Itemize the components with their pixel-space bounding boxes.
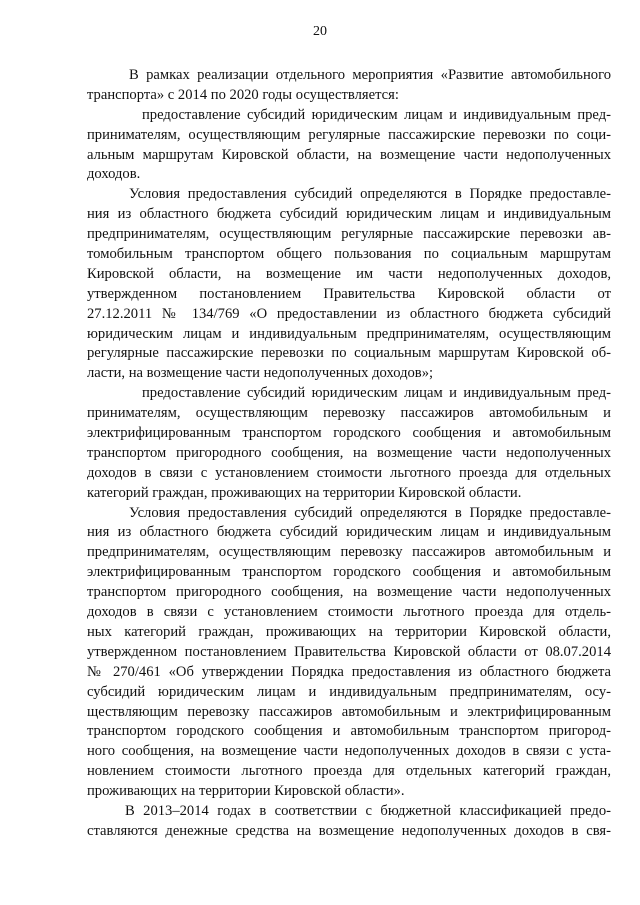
text-line: доходов. <box>87 166 141 183</box>
text-line: № 270/461 «Об утверждении Порядка предоставления из областного бюджета <box>87 663 611 680</box>
text-line: юридическим лицам и индивидуальным предпринимателям, осуществляющим <box>87 325 611 342</box>
text-line: альным маршрутам Кировской области, на возмещение части недополученных <box>87 146 611 163</box>
text-line: принимателям, осуществляющим перевозку пассажиров автомобильным и <box>87 405 611 422</box>
text-line: предпринимателям, осуществляющим регулярные пассажирские перевозки ав- <box>87 226 611 243</box>
text-line: ния из областного бюджета субсидий юридическим лицам и индивидуальным <box>87 524 611 541</box>
text-line: ных категорий граждан, проживающих на территории Кировской области, <box>87 623 611 640</box>
text-line: категорий граждан, проживающих на территории Кировской области. <box>87 484 522 501</box>
text-line: транспорта» с 2014 по 2020 годы осуществляется: <box>87 86 399 103</box>
text-line: Условия предоставления субсидий определяются в Порядке предоставле- <box>129 186 611 203</box>
paragraph-budget-classification <box>87 802 611 842</box>
text-line: 27.12.2011 № 134/769 «О предоставлении из областного бюджета субсидий <box>87 305 611 322</box>
text-line: утвержденном постановлением Правительства Кировской области от <box>87 285 611 302</box>
text-line: транспортом пригородного сообщения, на возмещение части недополученных <box>87 584 611 601</box>
text-line: электрифицированным транспортом городского сообщения и автомобильным <box>87 425 611 442</box>
text-line: утвержденном постановлением Правительства Кировской области от 08.07.2014 <box>87 643 611 660</box>
paragraph-intro <box>87 66 611 106</box>
text-line: ществляющим перевозку пассажиров автомобильным и электрифицированным <box>87 703 611 720</box>
text-line: субсидий юридическим лицам и индивидуальным предпринимателям, осу- <box>87 683 611 700</box>
document-body <box>87 66 611 842</box>
text-line: доходов в связи с установлением стоимости льготного проезда для отдель- <box>87 604 611 621</box>
text-line: транспортом городского сообщения и автомобильным транспортом пригород- <box>87 723 611 740</box>
text-line: В 2013–2014 годах в соответствии с бюджетной классификацией предо- <box>125 802 611 819</box>
text-line: Условия предоставления субсидий определяются в Порядке предоставле- <box>129 504 611 521</box>
text-line: ния из областного бюджета субсидий юридическим лицам и индивидуальным <box>87 206 611 223</box>
text-line: регулярные пассажирские перевозки по социальным маршрутам Кировской об- <box>87 345 611 362</box>
paragraph-conditions-social-routes <box>87 185 611 384</box>
text-line: предпринимателям, осуществляющим перевозку пассажиров автомобильным и <box>87 544 611 561</box>
text-line: ного сообщения, на возмещение части недополученных доходов в связи с уста- <box>87 743 611 760</box>
text-line: проживающих на территории Кировской области». <box>87 783 405 800</box>
text-line: В рамках реализации отдельного мероприятия «Развитие автомобильного <box>129 67 611 83</box>
text-line: Кировской области, на возмещение им части недополученных доходов, <box>87 265 611 282</box>
paragraph-conditions-city-transport <box>87 504 611 802</box>
text-line: новлением стоимости льготного проезда для отдельных категорий граждан, <box>87 763 611 780</box>
paragraph-subsidy-city-transport <box>87 384 611 503</box>
text-line: предоставление субсидий юридическим лицам и индивидуальным пред- <box>142 385 611 402</box>
text-line: электрифицированным транспортом городского сообщения и автомобильным <box>87 564 611 581</box>
text-line: ставляются денежные средства на возмещение недополученных доходов в свя- <box>87 822 611 839</box>
text-line: томобильным транспортом общего пользования по социальным маршрутам <box>87 246 611 263</box>
paragraph-subsidy-social-routes <box>87 106 611 186</box>
page-number: 20 <box>313 24 327 39</box>
text-line: ласти, на возмещение части недополученных доходов»; <box>87 365 434 382</box>
text-line: транспортом пригородного сообщения, на возмещение части недополученных <box>87 444 611 461</box>
text-line: предоставление субсидий юридическим лицам и индивидуальным пред- <box>142 106 611 123</box>
text-line: принимателям, осуществляющим регулярные пассажирские перевозки по соци- <box>87 126 611 143</box>
text-line: доходов в связи с установлением стоимости льготного проезда для отдельных <box>87 464 611 481</box>
